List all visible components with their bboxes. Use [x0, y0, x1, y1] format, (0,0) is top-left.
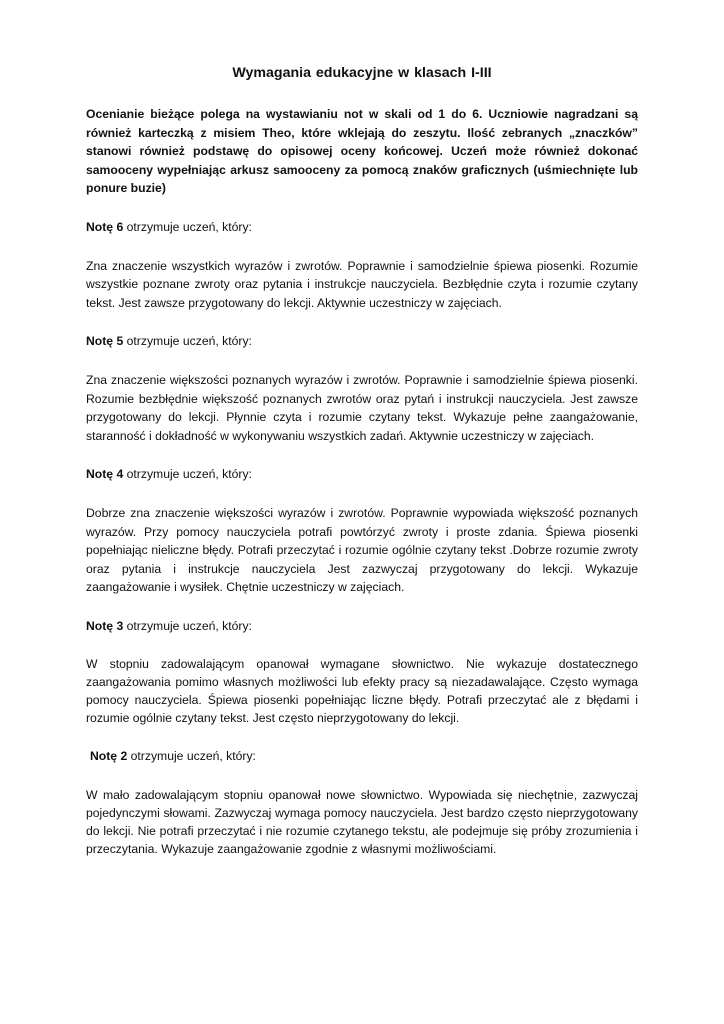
grade-3-label: Notę 3: [86, 618, 124, 633]
grade-3-suffix: otrzymuje uczeń, który:: [123, 618, 252, 633]
grade-4-label: Notę 4: [86, 467, 124, 482]
grade-3-heading: [86, 617, 638, 636]
grade-5-description: Zna znaczenie większości poznanych wyrazów i zwrotów. Poprawnie i samodzielnie śpiewa piosenki. Rozumie bezbłędnie większość poznanych zwrotów oraz pytań i instrukcji nauczyciela. Jest zawsze przygotowany do lekcji. Płynnie czyta i rozumie czytany tekst. Wykazuje pełne zaangażowanie, staranność i dokładność w wykonywaniu wszystkich zadań. Aktywnie uczestniczy w zajęciach.: [86, 372, 638, 443]
grade-2-suffix: otrzymuje uczeń, który:: [127, 749, 256, 764]
document-title: Wymagania edukacyjne w klasach I-III: [232, 65, 492, 81]
grade-6-suffix: otrzymuje uczeń, który:: [123, 219, 252, 234]
grade-6-description: Zna znaczenie wszystkich wyrazów i zwrotów. Poprawnie i samodzielnie śpiewa piosenki. Rozumie wszystkie poznane zwroty oraz pytania i instrukcje nauczyciela. Bezbłędnie czyta i rozumie czytany tekst. Jest zawsze przygotowany do lekcji. Aktywnie uczestniczy w zajęciach.: [86, 258, 638, 310]
grade-2-label: Notę 2: [90, 749, 128, 764]
grade-6-label: Notę 6: [86, 219, 124, 234]
grade-3-description: W stopniu zadowalającym opanował wymagane słownictwo. Nie wykazuje dostatecznego zaangażowania pomimo własnych możliwości lub efekty pracy są niezadawalające. Często wymaga pomocy nauczyciela. Śpiewa piosenki popełniając liczne błędy. Potrafi przeczytać ale z błędami i rozumie ogólnie czytany tekst. Jest często nieprzygotowany do lekcji.: [86, 657, 638, 726]
grade-2-heading: [86, 747, 638, 766]
intro-paragraph: Ocenianie bieżące polega na wystawianiu not w skali od 1 do 6. Uczniowie nagradzani są również karteczką z misiem Theo, które wklejają do zeszytu. Ilość zebranych „znaczków” stanowi również podstawę do opisowej oceny końcowej. Uczeń może również dokonać samooceny wypełniając arkusz samooceny za pomocą znaków graficznych (uśmiechnięte lub ponure buzie): [86, 107, 638, 196]
grade-4-description: Dobrze zna znaczenie większości wyrazów i zwrotów. Poprawnie wypowiada większość poznanych wyrazów. Przy pomocy nauczyciela potrafi powtórzyć zwroty i proste zdania. Śpiewa piosenki popełniając nieliczne błędy. Potrafi przeczytać i rozumie ogólnie czytany tekst .Dobrze rozumie zwroty oraz pytania i instrukcje nauczyciela Jest zazwyczaj przygotowany do lekcji. Wykazuje zaangażowanie i wysiłek. Chętnie uczestniczy w zajęciach.: [86, 505, 638, 595]
grade-4-heading: [86, 465, 638, 484]
grade-5-heading: [86, 332, 638, 351]
grade-4-suffix: otrzymuje uczeń, który:: [123, 467, 252, 482]
grade-5-label: Notę 5: [86, 334, 124, 349]
grade-6-heading: [86, 218, 638, 237]
grade-2-description: W mało zadowalającym stopniu opanował nowe słownictwo. Wypowiada się niechętnie, zazwyczaj pojedynczymi słowami. Zazwyczaj wymaga pomocy nauczyciela. Jest bardzo często nieprzygotowany do lekcji. Nie potrafi przeczytać i nie rozumie czytanego tekstu, ale podejmuje się próby zrozumienia i przeczytania. Wykazuje zaangażowanie zgodnie z własnymi możliwościami.: [86, 788, 638, 857]
grade-5-suffix: otrzymuje uczeń, który:: [123, 334, 252, 349]
